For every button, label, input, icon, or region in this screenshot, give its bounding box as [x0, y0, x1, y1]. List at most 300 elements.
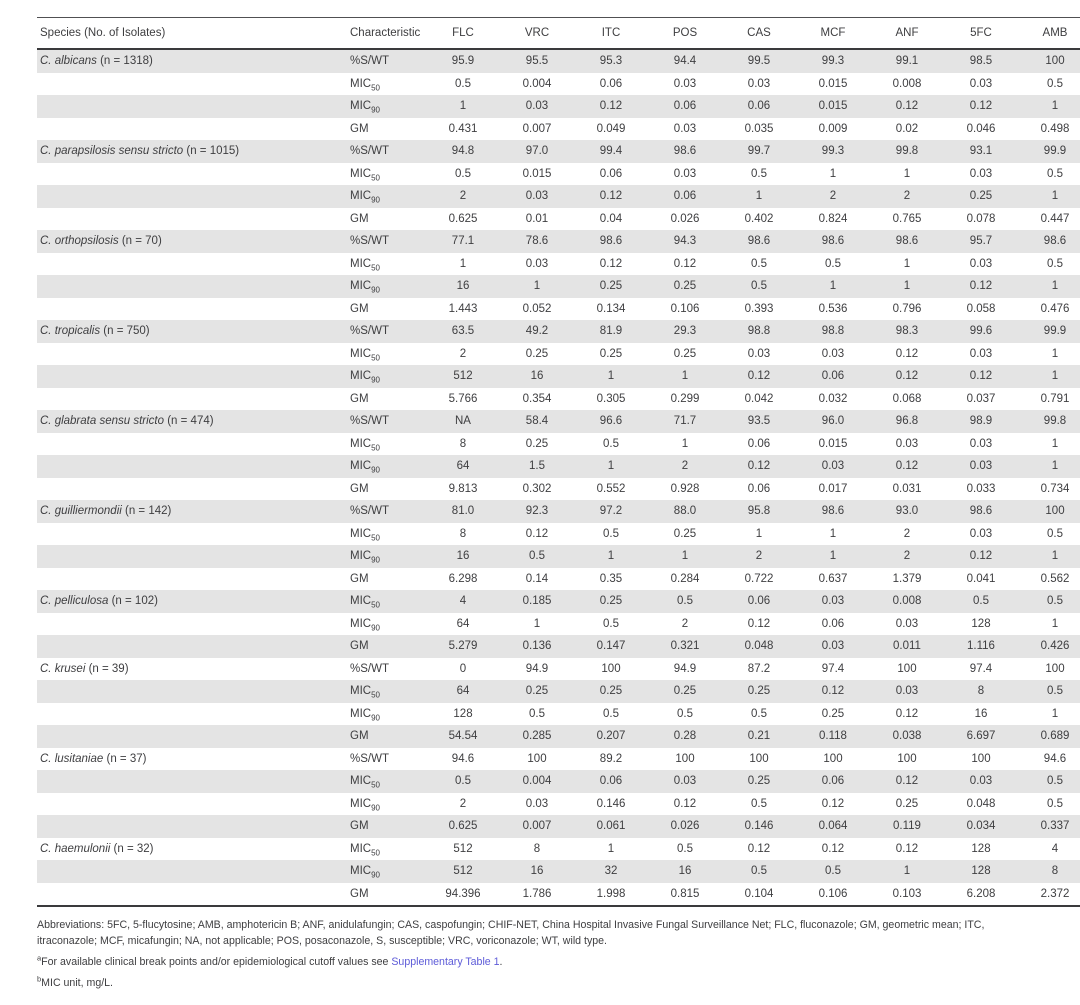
- value-cell: 8: [459, 437, 467, 450]
- characteristic-cell: GM: [350, 482, 369, 495]
- value-cell: 0.048: [744, 640, 774, 653]
- value-cell: 0.03: [895, 685, 919, 698]
- characteristic-cell: $MIC_{90}$: [350, 617, 380, 633]
- footnote-a: [37, 955, 1046, 971]
- characteristic-cell: $MIC_{50}$: [350, 257, 380, 273]
- value-cell: 1: [1051, 437, 1059, 450]
- value-cell: 0.447: [1040, 212, 1070, 225]
- species-name: C. haemulonii: [40, 842, 111, 855]
- value-cell: 512: [453, 865, 473, 878]
- table-row: [37, 343, 1080, 366]
- value-cell: 97.4: [969, 662, 993, 675]
- species-name: C. orthopsilosis: [40, 235, 119, 248]
- value-cell: 2: [459, 347, 467, 360]
- value-cell: 98.6: [747, 235, 771, 248]
- value-cell: 512: [453, 370, 473, 383]
- value-cell: 99.9: [1043, 325, 1067, 338]
- characteristic-subscript: 50: [371, 780, 380, 790]
- value-cell: 0.078: [966, 212, 996, 225]
- value-cell: 0.791: [1040, 392, 1070, 405]
- species-cell: C. lusitaniae (n = 37): [40, 752, 147, 765]
- characteristic-subscript: 90: [371, 465, 380, 475]
- value-cell: 0.035: [744, 122, 774, 135]
- value-cell: 94.396: [445, 887, 481, 900]
- value-cell: 0.185: [522, 595, 552, 608]
- characteristic-cell: %S/WT: [350, 145, 389, 158]
- value-cell: 94.9: [673, 662, 697, 675]
- value-cell: 0.305: [596, 392, 626, 405]
- value-cell: 81.9: [599, 325, 623, 338]
- value-cell: 0.5: [603, 437, 619, 450]
- table-header: [37, 18, 1080, 50]
- value-cell: 1: [1051, 460, 1059, 473]
- value-cell: 0.06: [599, 167, 623, 180]
- value-cell: 0.824: [818, 212, 848, 225]
- value-cell: 94.6: [451, 752, 475, 765]
- value-cell: 1: [459, 257, 467, 270]
- value-cell: 0.03: [747, 77, 771, 90]
- species-cell: [37, 455, 348, 478]
- value-cell: 1: [1051, 190, 1059, 203]
- value-cell: 1: [607, 370, 615, 383]
- value-cell: 0.12: [747, 460, 771, 473]
- table-row: [37, 815, 1080, 838]
- value-cell: 0.12: [969, 280, 993, 293]
- value-cell: 0.06: [599, 77, 623, 90]
- characteristic-cell: $MIC_{50}$: [350, 167, 380, 183]
- value-cell: 1: [1051, 707, 1059, 720]
- value-cell: 94.4: [673, 55, 697, 68]
- species-cell: C. guilliermondii (n = 142): [40, 505, 172, 518]
- value-cell: 0.03: [969, 167, 993, 180]
- value-cell: 1: [755, 527, 763, 540]
- table-row: [37, 275, 1080, 298]
- value-cell: 0.5: [677, 595, 693, 608]
- value-cell: 2: [459, 797, 467, 810]
- value-cell: 0.25: [895, 797, 919, 810]
- characteristic-cell: $MIC_{50}$: [350, 775, 380, 790]
- value-cell: 1: [607, 842, 615, 855]
- value-cell: 0.5: [825, 257, 841, 270]
- value-cell: 1: [829, 167, 837, 180]
- value-cell: 0.008: [892, 595, 922, 608]
- value-cell: 0.042: [744, 392, 774, 405]
- value-cell: 5.766: [448, 392, 478, 405]
- value-cell: 0.06: [747, 437, 771, 450]
- value-cell: 95.8: [747, 505, 771, 518]
- characteristic-subscript: 50: [371, 533, 380, 543]
- value-cell: 96.0: [821, 415, 845, 428]
- value-cell: 0.038: [892, 730, 922, 743]
- value-cell: 32: [604, 865, 618, 878]
- table-row: [37, 230, 1080, 253]
- value-cell: 0.106: [670, 302, 700, 315]
- characteristic-subscript: 50: [371, 848, 380, 858]
- value-cell: 0.302: [522, 482, 552, 495]
- value-cell: 1.786: [522, 887, 552, 900]
- species-name: C. tropicalis: [40, 325, 101, 338]
- value-cell: 99.3: [821, 145, 845, 158]
- value-cell: 1: [1051, 100, 1059, 113]
- value-cell: 100: [1045, 505, 1065, 518]
- value-cell: 0.146: [596, 797, 626, 810]
- species-cell: [37, 545, 348, 568]
- value-cell: 0.06: [821, 617, 845, 630]
- column-header-itc: ITC: [601, 27, 621, 39]
- value-cell: 8: [459, 527, 467, 540]
- value-cell: 0.28: [673, 730, 697, 743]
- value-cell: NA: [455, 415, 471, 428]
- value-cell: 77.1: [451, 235, 475, 248]
- species-name: C. pelliculosa: [40, 595, 109, 608]
- value-cell: 0.284: [670, 572, 700, 585]
- value-cell: 0.25: [821, 707, 845, 720]
- value-cell: 0.06: [673, 100, 697, 113]
- value-cell: 0.03: [821, 640, 845, 653]
- value-cell: 9.813: [448, 482, 478, 495]
- value-cell: 100: [1045, 55, 1065, 68]
- value-cell: 0.03: [821, 595, 845, 608]
- value-cell: 94.8: [451, 145, 475, 158]
- table-row: [37, 725, 1080, 748]
- characteristic-subscript: 90: [371, 375, 380, 385]
- value-cell: 98.6: [1043, 235, 1067, 248]
- value-cell: 2: [903, 550, 911, 563]
- value-cell: 1: [681, 370, 689, 383]
- value-cell: 0.536: [818, 302, 848, 315]
- value-cell: 1.443: [448, 302, 478, 315]
- value-cell: 98.6: [673, 145, 697, 158]
- table-footnotes: [37, 918, 1046, 992]
- table-row: [37, 838, 1080, 861]
- species-cell: C. glabrata sensu stricto (n = 474): [40, 415, 214, 428]
- value-cell: 0: [459, 662, 467, 675]
- value-cell: 0.5: [1047, 257, 1063, 270]
- value-cell: 0.12: [599, 190, 623, 203]
- value-cell: 0.03: [969, 347, 993, 360]
- species-cell: [37, 253, 348, 276]
- characteristic-cell: $MIC_{50}$: [350, 77, 380, 93]
- column-header-pos: POS: [672, 27, 698, 39]
- value-cell: 0.928: [670, 482, 700, 495]
- value-cell: 0.06: [821, 370, 845, 383]
- value-cell: 98.8: [821, 325, 845, 338]
- value-cell: 4: [459, 595, 467, 608]
- characteristic-cell: GM: [350, 640, 369, 653]
- value-cell: 1.379: [892, 572, 922, 585]
- species-cell: [37, 815, 348, 838]
- value-cell: 0.12: [747, 842, 771, 855]
- species-cell: [37, 73, 348, 96]
- value-cell: 29.3: [673, 325, 697, 338]
- table-row: [37, 208, 1080, 231]
- value-cell: 0.207: [596, 730, 626, 743]
- species-cell: [37, 163, 348, 186]
- characteristic-cell: $MIC_{50}$: [350, 842, 380, 858]
- value-cell: 0.5: [603, 707, 619, 720]
- value-cell: 95.3: [599, 55, 623, 68]
- value-cell: 0.068: [892, 392, 922, 405]
- value-cell: 0.5: [1047, 595, 1063, 608]
- value-cell: 0.008: [892, 77, 922, 90]
- table-body: [37, 49, 1080, 906]
- value-cell: 1.116: [967, 640, 995, 653]
- value-cell: 0.015: [522, 167, 552, 180]
- value-cell: 1: [1051, 347, 1059, 360]
- table-row: [37, 545, 1080, 568]
- value-cell: 96.6: [599, 415, 623, 428]
- value-cell: 0.037: [966, 392, 996, 405]
- value-cell: 2: [829, 190, 837, 203]
- characteristic-subscript: 90: [371, 803, 380, 813]
- table-row: [37, 703, 1080, 726]
- characteristic-cell: %S/WT: [350, 235, 389, 248]
- table-row: [37, 118, 1080, 141]
- characteristic-subscript: 90: [371, 285, 380, 295]
- value-cell: 16: [678, 865, 692, 878]
- value-cell: 16: [530, 370, 544, 383]
- value-cell: 100: [823, 752, 843, 765]
- value-cell: 58.4: [525, 415, 549, 428]
- species-cell: [37, 770, 348, 793]
- value-cell: 2: [755, 550, 763, 563]
- value-cell: 100: [971, 752, 991, 765]
- value-cell: 93.0: [895, 505, 919, 518]
- value-cell: 0.25: [599, 280, 623, 293]
- value-cell: 0.5: [603, 617, 619, 630]
- value-cell: 0.015: [818, 100, 848, 113]
- table-row: [37, 748, 1080, 771]
- value-cell: 0.007: [522, 122, 552, 135]
- characteristic-cell: $MIC_{50}$: [350, 595, 380, 610]
- column-header-flc: FLC: [452, 27, 474, 39]
- value-cell: 0.064: [818, 820, 848, 833]
- species-cell: [37, 365, 348, 388]
- value-cell: 1: [903, 257, 911, 270]
- value-cell: 0.35: [599, 572, 623, 585]
- value-cell: 0.03: [525, 190, 549, 203]
- species-cell: [37, 568, 348, 591]
- species-name: C. krusei: [40, 662, 86, 675]
- footnote-abbreviations: Abbreviations: 5FC, 5-flucytosine; AMB, amphotericin B; ANF, anidulafungin; CAS, caspofungin; CHIF-NET, China Hospital Invasive Fungal Surveillance Net; FLC, fluconazole; GM, geometric mean; ITC, itraconazole; MCF, micafungin; NA, not applicable; POS, posaconazole, S, susceptible; VRC, voriconazole; WT, wild type.: [37, 919, 985, 947]
- table-row: [37, 320, 1080, 343]
- characteristic-cell: %S/WT: [350, 752, 389, 765]
- value-cell: 1: [755, 190, 763, 203]
- value-cell: 1: [829, 280, 837, 293]
- value-cell: 0.12: [895, 347, 919, 360]
- value-cell: 0.498: [1040, 122, 1070, 135]
- footnote-a-text: For available clinical break points and/or epidemiological cutoff values see: [41, 955, 392, 968]
- value-cell: 0.06: [599, 775, 623, 788]
- value-cell: 100: [1045, 662, 1065, 675]
- value-cell: 0.134: [596, 302, 626, 315]
- characteristic-subscript: 50: [371, 173, 380, 183]
- value-cell: 6.208: [966, 887, 996, 900]
- value-cell: 0.625: [448, 212, 478, 225]
- value-cell: 128: [971, 865, 991, 878]
- value-cell: 128: [453, 707, 473, 720]
- characteristic-cell: GM: [350, 392, 369, 405]
- value-cell: 1: [903, 167, 911, 180]
- value-cell: 512: [453, 842, 473, 855]
- value-cell: 0.25: [673, 347, 697, 360]
- table-row: [37, 73, 1080, 96]
- value-cell: 0.5: [1047, 775, 1063, 788]
- value-cell: 99.6: [969, 325, 993, 338]
- table-row: [37, 568, 1080, 591]
- species-cell: C. haemulonii (n = 32): [40, 842, 154, 855]
- table-row: [37, 163, 1080, 186]
- value-cell: 0.5: [455, 77, 471, 90]
- value-cell: 5.279: [448, 640, 478, 653]
- value-cell: 0.12: [747, 370, 771, 383]
- value-cell: 63.5: [451, 325, 475, 338]
- characteristic-cell: $MIC_{50}$: [350, 437, 380, 453]
- table-row: [37, 500, 1080, 523]
- value-cell: 0.625: [448, 820, 478, 833]
- value-cell: 0.02: [895, 122, 919, 135]
- species-cell: [37, 860, 348, 883]
- value-cell: 16: [530, 865, 544, 878]
- species-cell: C. orthopsilosis (n = 70): [40, 235, 162, 248]
- value-cell: 0.12: [821, 797, 845, 810]
- value-cell: 0.06: [747, 100, 771, 113]
- value-cell: 0.734: [1040, 482, 1070, 495]
- value-cell: 0.12: [969, 550, 993, 563]
- value-cell: 0.03: [821, 460, 845, 473]
- value-cell: 128: [971, 842, 991, 855]
- value-cell: 0.03: [969, 775, 993, 788]
- value-cell: 0.815: [670, 887, 700, 900]
- characteristic-cell: $MIC_{90}$: [350, 797, 380, 813]
- value-cell: 99.9: [1043, 145, 1067, 158]
- value-cell: 0.004: [522, 77, 552, 90]
- characteristic-cell: $MIC_{50}$: [350, 347, 380, 363]
- value-cell: 95.5: [525, 55, 549, 68]
- value-cell: 0.06: [747, 482, 771, 495]
- value-cell: 2.372: [1040, 887, 1070, 900]
- value-cell: 97.0: [525, 145, 549, 158]
- value-cell: 0.03: [673, 775, 697, 788]
- value-cell: 2: [903, 527, 911, 540]
- value-cell: 0.354: [522, 392, 552, 405]
- footnote-a-period: .: [499, 955, 503, 968]
- value-cell: 1: [903, 865, 911, 878]
- value-cell: 87.2: [747, 662, 771, 675]
- value-cell: 98.6: [821, 505, 845, 518]
- characteristic-cell: %S/WT: [350, 325, 389, 338]
- species-cell: [37, 613, 348, 636]
- characteristic-subscript: 50: [371, 353, 380, 363]
- characteristic-cell: %S/WT: [350, 55, 389, 68]
- value-cell: 99.8: [895, 145, 919, 158]
- characteristic-cell: $MIC_{90}$: [350, 280, 380, 295]
- value-cell: 0.03: [895, 437, 919, 450]
- supplementary-table-link[interactable]: Supplementary Table 1: [391, 955, 500, 968]
- value-cell: 0.03: [525, 257, 549, 270]
- species-cell: [37, 343, 348, 366]
- characteristic-cell: GM: [350, 730, 369, 743]
- value-cell: 6.697: [966, 730, 996, 743]
- value-cell: 0.12: [969, 100, 993, 113]
- value-cell: 0.03: [969, 437, 993, 450]
- value-cell: 0.426: [1040, 640, 1070, 653]
- value-cell: 0.12: [599, 100, 623, 113]
- characteristic-cell: $MIC_{90}$: [350, 550, 380, 565]
- value-cell: 0.637: [818, 572, 848, 585]
- value-cell: 16: [974, 707, 988, 720]
- value-cell: 6.298: [448, 572, 478, 585]
- value-cell: 98.9: [969, 415, 993, 428]
- table-row: [37, 410, 1080, 433]
- value-cell: 0.5: [973, 595, 989, 608]
- value-cell: 0.5: [751, 797, 767, 810]
- value-cell: 0.009: [818, 122, 848, 135]
- characteristic-subscript: 50: [371, 263, 380, 273]
- value-cell: 95.9: [451, 55, 475, 68]
- value-cell: 1: [533, 617, 541, 630]
- value-cell: 64: [456, 685, 470, 698]
- characteristic-cell: $MIC_{90}$: [350, 370, 380, 385]
- value-cell: 98.6: [895, 235, 919, 248]
- value-cell: 100: [527, 752, 547, 765]
- value-cell: 0.25: [673, 527, 697, 540]
- species-cell: [37, 118, 348, 141]
- table-row: [37, 140, 1080, 163]
- table-row: [37, 185, 1080, 208]
- species-cell: C. krusei (n = 39): [40, 662, 129, 675]
- value-cell: 0.5: [751, 707, 767, 720]
- value-cell: 1: [533, 280, 541, 293]
- value-cell: 8: [977, 685, 985, 698]
- value-cell: 1: [607, 550, 615, 563]
- value-cell: 0.5: [529, 707, 545, 720]
- value-cell: 100: [749, 752, 769, 765]
- characteristic-subscript: 50: [371, 600, 380, 610]
- value-cell: 8: [533, 842, 541, 855]
- value-cell: 0.031: [892, 482, 922, 495]
- characteristic-cell: GM: [350, 887, 369, 900]
- characteristic-subscript: 50: [371, 83, 380, 93]
- table-row: [37, 455, 1080, 478]
- characteristic-cell: $MIC_{50}$: [350, 685, 380, 700]
- value-cell: 0.5: [677, 842, 693, 855]
- value-cell: 1: [681, 437, 689, 450]
- value-cell: 0.25: [673, 685, 697, 698]
- value-cell: 0.5: [603, 527, 619, 540]
- value-cell: 0.299: [670, 392, 700, 405]
- footnote-a-marker: a: [37, 953, 42, 963]
- value-cell: 96.8: [895, 415, 919, 428]
- table-row: [37, 658, 1080, 681]
- value-cell: 0.25: [969, 190, 993, 203]
- value-cell: 0.25: [599, 685, 623, 698]
- value-cell: 0.5: [1047, 797, 1063, 810]
- value-cell: 0.03: [673, 77, 697, 90]
- value-cell: 98.3: [895, 325, 919, 338]
- table-row: [37, 613, 1080, 636]
- antifungal-susceptibility-table: [37, 17, 1080, 907]
- value-cell: 0.285: [522, 730, 552, 743]
- value-cell: 0.004: [522, 775, 552, 788]
- column-header-amb: AMB: [1042, 27, 1068, 39]
- characteristic-subscript: 50: [371, 443, 380, 453]
- value-cell: 89.2: [599, 752, 623, 765]
- value-cell: 0.5: [751, 167, 767, 180]
- table-row: [37, 253, 1080, 276]
- column-header-cas: CAS: [747, 27, 771, 39]
- value-cell: 0.03: [969, 257, 993, 270]
